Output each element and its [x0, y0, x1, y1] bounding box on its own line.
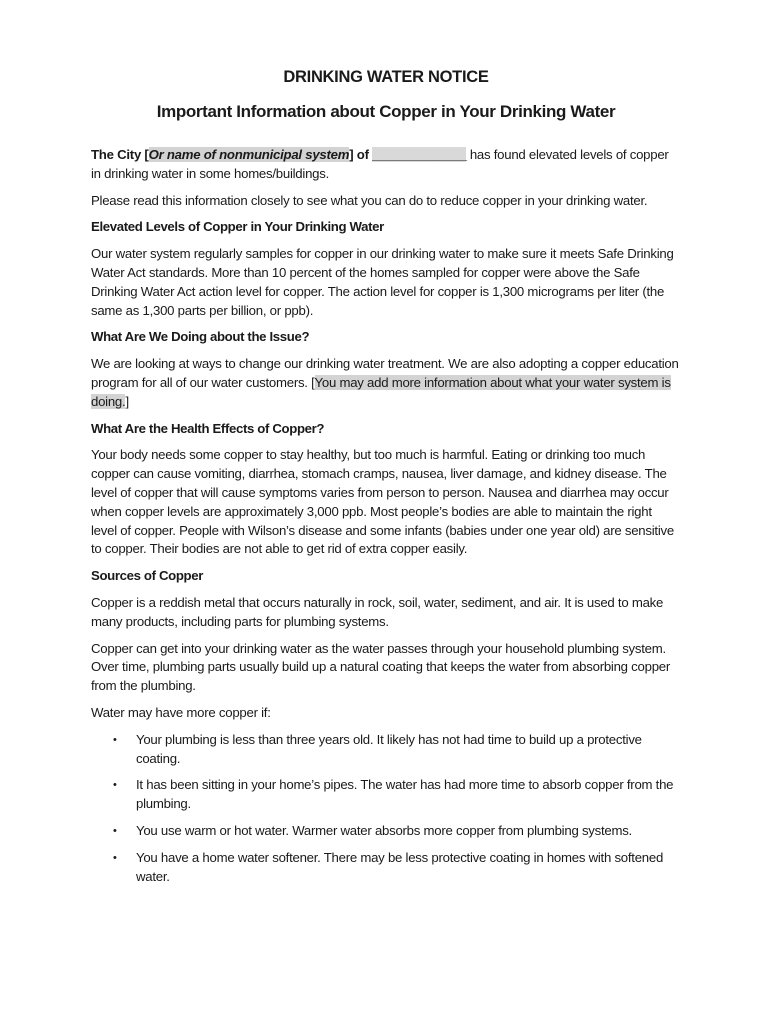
- section-paragraph: Copper can get into your drinking water as the water passes through your household plumbing system. Over time, plumbing parts usually build up a natural coating that keeps the water from absorbing copper from the plumbing.: [91, 640, 671, 694]
- list-item: • It has been sitting in your home’s pipes. The water has had more time to absorb copper from the plumbing.: [113, 777, 674, 812]
- blank-city-name-field[interactable]: ______________: [372, 147, 467, 162]
- bullet-icon: •: [113, 779, 117, 792]
- document-subtitle: Important Information about Copper in Your Drinking Water: [156, 102, 616, 121]
- placeholder-additional-info[interactable]: You may add more information about what your water system is doing.: [91, 374, 671, 409]
- bullet-list-intro: Water may have more copper if:: [91, 704, 271, 720]
- section-paragraph: Our water system regularly samples for copper in our drinking water to make sure it meets Safe Drinking Water Act standards. More than 10 percent of the homes sampled for copper were above the Safe Drinking Water Act action level for copper. The action level for copper is 1,300 micrograms per liter (the same as 1,300 parts per billion, or ppb).: [91, 246, 674, 318]
- section-heading-what-we-are-doing: What Are We Doing about the Issue?: [91, 329, 310, 345]
- intro-prefix: The City [Or name of nonmunicipal system] of ______________: [91, 147, 467, 162]
- section-heading-health-effects: What Are the Health Effects of Copper?: [91, 420, 325, 436]
- section-paragraph: Copper is a reddish metal that occurs naturally in rock, soil, water, sediment, and air. It is used to make many products, including parts for plumbing systems.: [91, 594, 664, 629]
- read-notice-paragraph: Please read this information closely to see what you can do to reduce copper in your drinking water.: [91, 192, 648, 208]
- document-title: DRINKING WATER NOTICE: [283, 68, 489, 86]
- intro-paragraph: [91, 146, 681, 184]
- section-paragraph: Your body needs some copper to stay healthy, but too much is harmful. Eating or drinking too much copper can cause vomiting, diarrhea, stomach cramps, nausea, liver damage, and kidney disease. The level of copper that will cause symptoms varies from person to person. Nausea and diarrhea may occur when copper levels are approximately 3,000 ppb. Most people’s bodies are able to maintain the right level of copper. People with Wilson’s disease and some infants (babies under one year old) are sensitive to copper. Their bodies are not able to get rid of extra copper easily.: [91, 447, 674, 557]
- bullet-icon: •: [113, 851, 117, 864]
- bullet-icon: •: [113, 733, 117, 746]
- intro-suffix: has found elevated levels of copper in drinking water in some homes/buildings.: [91, 147, 669, 181]
- list-item: • You use warm or hot water. Warmer water absorbs more copper from plumbing systems.: [91, 822, 681, 841]
- section-heading-elevated-levels: Elevated Levels of Copper in Your Drinking Water: [91, 219, 384, 235]
- section-paragraph: We are looking at ways to change our drinking water treatment. We are also adopting a copper education program for all of our water customers. [You may add more information about what your water system is doing.]: [91, 356, 679, 409]
- list-item: • Your plumbing is less than three years old. It likely has not had time to build up a protective coating.: [113, 731, 642, 766]
- bullet-icon: •: [113, 824, 117, 837]
- copper-risk-bullet-list: [91, 731, 681, 887]
- placeholder-system-name[interactable]: Or name of nonmunicipal system: [148, 147, 350, 162]
- list-item: • You have a home water softener. There may be less protective coating in homes with softened water.: [113, 849, 664, 884]
- document-page: [91, 66, 681, 894]
- section-heading-sources-of-copper: Sources of Copper: [91, 568, 204, 584]
